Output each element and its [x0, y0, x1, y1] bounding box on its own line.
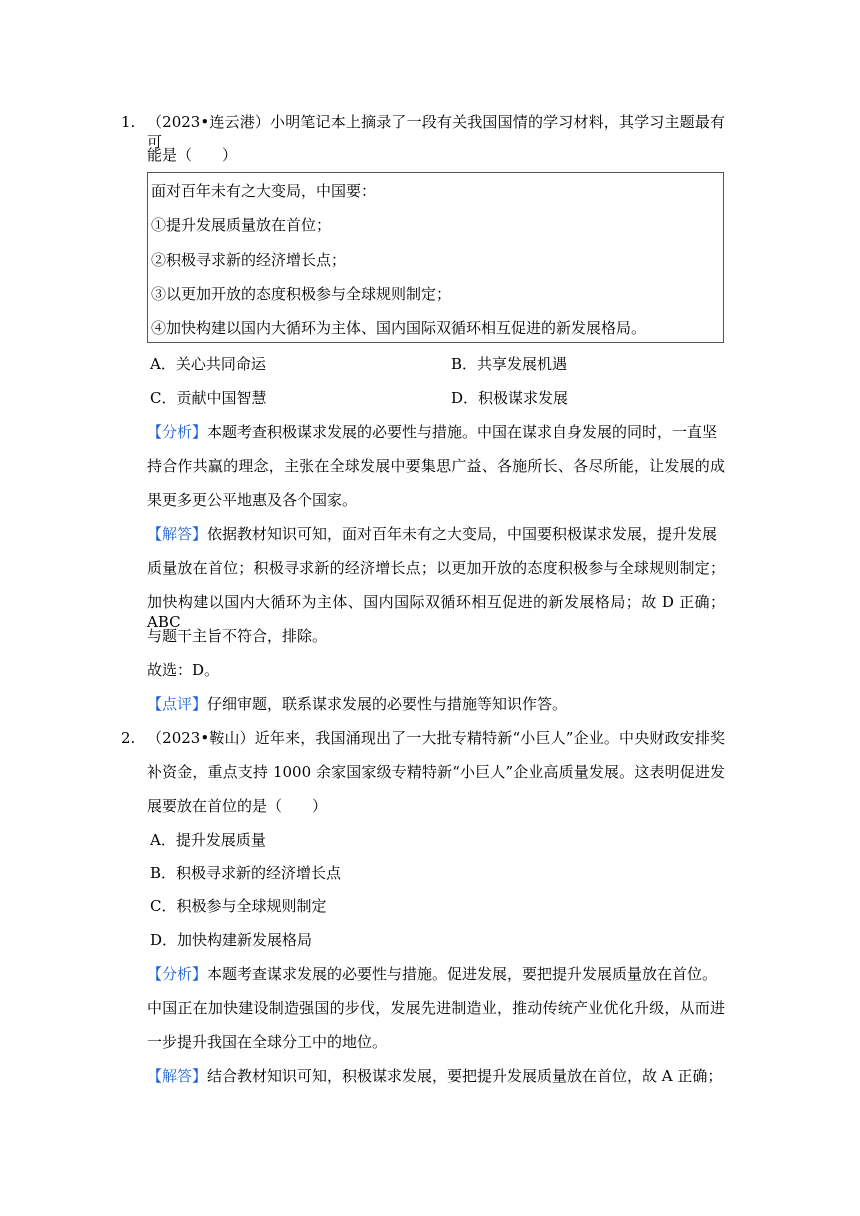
question-1-option-b: B．共享发展机遇 — [451, 355, 568, 373]
question-2-analysis-line-1 — [147, 964, 725, 984]
question-1-stem-line-1: （2023•连云港）小明笔记本上摘录了一段有关我国国情的学习材料，其学习主题最有可 — [147, 113, 725, 151]
material-line-2: ①提升发展质量放在首位； — [151, 216, 332, 234]
question-1-option-d: D．积极谋求发展 — [451, 389, 569, 407]
question-2-analysis-line-3: 一步提升我国在全球分工中的地位。 — [147, 1033, 388, 1051]
question-2-option-d: D．加快构建新发展格局 — [150, 931, 313, 949]
question-2-stem-line-3: 展要放在首位的是（ ） — [147, 797, 328, 815]
question-2-option-a: A．提升发展质量 — [150, 831, 266, 849]
answer-text: 依据教材知识可知，面对百年未有之大变局，中国要积极谋求发展，提升发展 — [207, 525, 718, 543]
material-line-1: 面对百年未有之大变局，中国要： — [151, 182, 377, 200]
question-2-option-c: C．积极参与全球规则制定 — [150, 897, 327, 915]
question-1-answer-line-4: 与题干主旨不符合，排除。 — [147, 627, 328, 645]
question-1-option-a: A．关心共同命运 — [150, 355, 266, 373]
analysis-text: 本题考查积极谋求发展的必要性与措施。中国在谋求自身发展的同时，一直坚 — [207, 423, 718, 441]
question-1-number: 1. — [121, 113, 136, 131]
question-2-answer-line-1 — [147, 1066, 725, 1086]
question-1-stem-line-2: 能是（ ） — [147, 146, 238, 164]
analysis-tag: 【分析】 — [147, 965, 208, 983]
comment-tag: 【点评】 — [147, 695, 208, 713]
material-line-3: ②积极寻求新的经济增长点； — [151, 251, 347, 269]
question-2-option-b: B．积极寻求新的经济增长点 — [150, 864, 342, 882]
question-1-analysis-line-1 — [147, 422, 725, 442]
answer-tag: 【解答】 — [147, 525, 208, 543]
question-1-answer-line-3: 加快构建以国内大循环为主体、国内国际双循环相互促进的新发展格局；故 D 正确；ABC — [147, 593, 725, 631]
question-2-analysis-line-2: 中国正在加快建设制造强国的步伐，发展先进制造业，推动传统产业优化升级，从而进 — [147, 999, 725, 1017]
question-1-answer-line-2: 质量放在首位；积极寻求新的经济增长点；以更加开放的态度积极参与全球规则制定； — [147, 559, 725, 577]
material-line-5: ④加快构建以国内大循环为主体、国内国际双循环相互促进的新发展格局。 — [151, 319, 647, 337]
question-1-choice: 故选：D。 — [147, 661, 220, 679]
question-1-option-c: C．贡献中国智慧 — [150, 389, 267, 407]
question-2-stem-line-2: 补资金，重点支持 1000 余家国家级专精特新“小巨人”企业高质量发展。这表明促进发 — [147, 763, 725, 781]
analysis-text: 本题考查谋求发展的必要性与措施。促进发展，要把提升发展质量放在首位。 — [207, 965, 718, 983]
comment-text: 仔细审题，联系谋求发展的必要性与措施等知识作答。 — [207, 695, 568, 713]
answer-tag: 【解答】 — [147, 1067, 208, 1085]
question-1-analysis-line-2: 持合作共赢的理念，主张在全球发展中要集思广益、各施所长、各尽所能，让发展的成 — [147, 457, 725, 475]
question-2-stem-line-1: （2023•鞍山）近年来，我国涌现出了一大批专精特新“小巨人”企业。中央财政安排奖 — [147, 729, 725, 747]
material-line-4: ③以更加开放的态度积极参与全球规则制定； — [151, 285, 452, 303]
analysis-tag: 【分析】 — [147, 423, 208, 441]
question-1-comment — [147, 694, 567, 714]
question-1-analysis-line-3: 果更多更公平地惠及各个国家。 — [147, 491, 358, 509]
answer-text: 结合教材知识可知，积极谋求发展，要把提升发展质量放在首位，故 A 正确； — [207, 1067, 723, 1085]
question-1-answer-line-1 — [147, 524, 725, 544]
question-2-number: 2. — [121, 729, 136, 747]
